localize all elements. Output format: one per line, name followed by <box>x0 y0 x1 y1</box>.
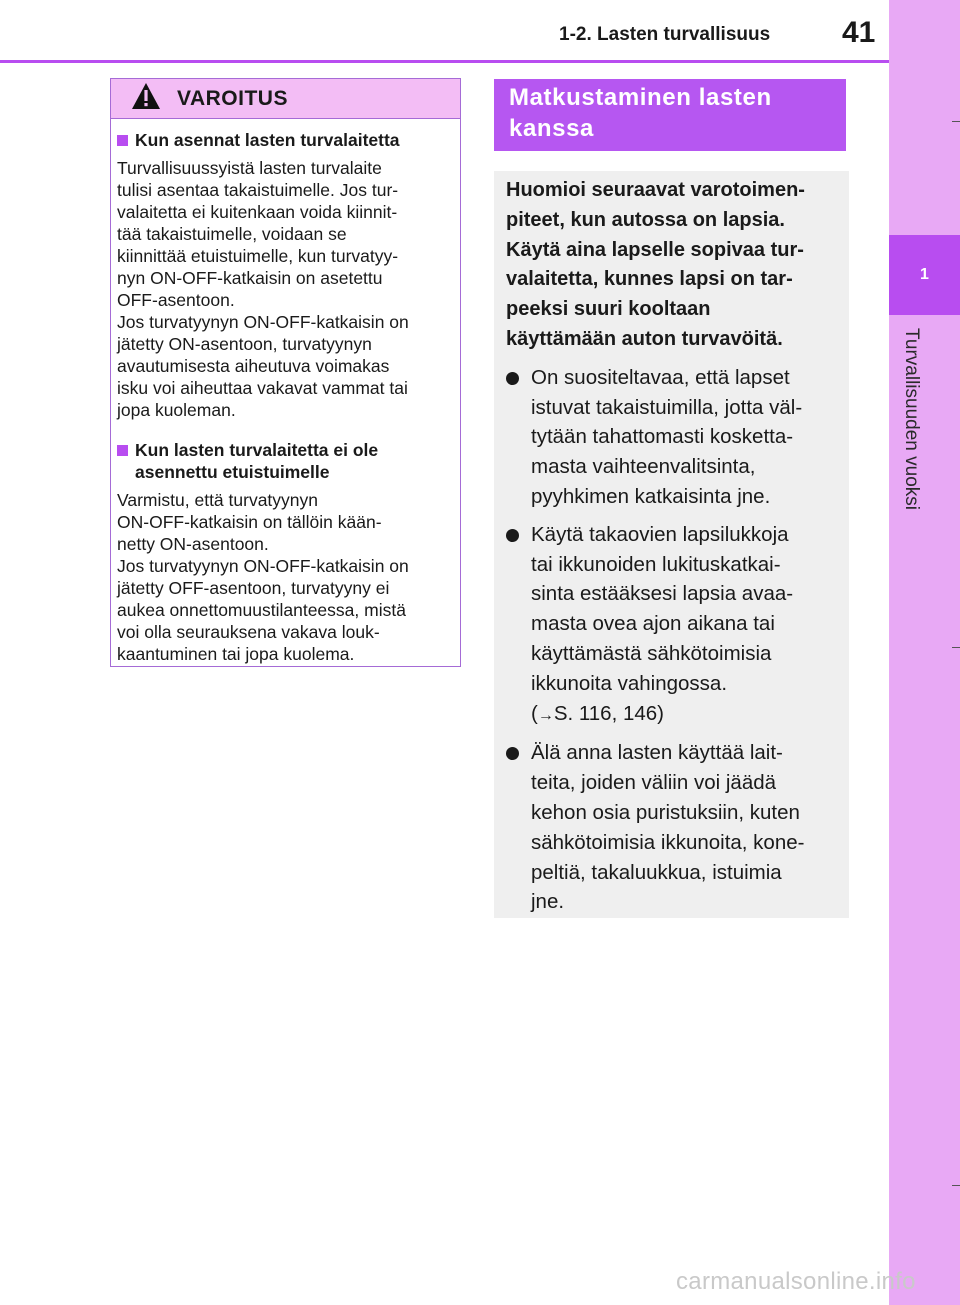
header-rule <box>0 60 889 63</box>
list-item <box>506 363 839 512</box>
square-bullet-icon <box>117 445 128 456</box>
right-arrow-icon: → <box>537 706 554 724</box>
side-tab-strip <box>889 0 960 1305</box>
page-number: 41 <box>842 16 876 49</box>
warning-paragraph: Turvallisuussyistä lasten turvalaite tulisi asentaa takaistuimelle. Jos tur- valaitetta ei kuitenkaan voida kiinnit- tää takaistuimelle, voidaan se kiinnittää etuistuimelle, kun turvatyy- nyn ON-OFF-katkaisin on asetettu OFF-asentoon. <box>117 158 399 310</box>
margin-tick <box>952 121 960 122</box>
list-item-text: Käytä takaovien lapsilukkoja tai ikkunoiden lukituskatkai- sinta estääksesi lapsia avaa- masta ovea ajon aikana tai käyttämästä sähkötoimisia ikkunoita vahingossa. (→S. 116, 146) <box>531 522 794 725</box>
section-title: 1-2. Lasten turvallisuus <box>559 24 771 45</box>
list-item <box>506 520 839 731</box>
warning-triangle-icon <box>131 82 161 115</box>
list-item <box>506 738 839 917</box>
warning-paragraph: Varmistu, että turvatyynyn ON-OFF-katkaisin on tällöin kään- netty ON-asentoon. <box>117 490 382 554</box>
bullet-dot-icon <box>506 372 519 385</box>
warning-body <box>111 119 460 665</box>
margin-tick <box>952 1185 960 1186</box>
warning-title: VAROITUS <box>177 86 288 110</box>
travel-section-heading: Matkustaminen lasten kanssa <box>494 79 846 151</box>
bullet-dot-icon <box>506 529 519 542</box>
watermark: carmanualsonline.info <box>676 1268 916 1295</box>
list-item-text: Älä anna lasten käyttää lait- teita, joiden väliin voi jäädä kehon osia puristuksiin, kuten sähkötoimisia ikkunoita, kone- peltiä, takaluukkua, istuimia jne. <box>531 741 805 914</box>
square-bullet-icon <box>117 135 128 146</box>
travel-info-panel <box>494 171 849 918</box>
chapter-number: 1 <box>920 266 929 283</box>
warning-header <box>111 79 460 119</box>
warning-subheading: Kun asennat lasten turvalaitetta <box>117 129 452 151</box>
warning-paragraph: Jos turvatyynyn ON-OFF-katkaisin on jätetty ON-asentoon, turvatyynyn avautumisesta aiheutuva voimakas isku voi aiheuttaa vakavat vammat tai jopa kuoleman. <box>117 312 409 420</box>
chapter-title: Turvallisuuden vuoksi <box>901 328 922 510</box>
page-reference-link[interactable]: S. 116, 146 <box>553 701 658 725</box>
warning-box <box>110 78 461 667</box>
travel-lead-text: Huomioi seuraavat varotoimen- piteet, kun autossa on lapsia. Käytä aina lapselle sopivaa tur- valaitetta, kunnes lapsi on tar- peeksi suuri kooltaan käyttämään auton turvavöitä. <box>506 179 805 350</box>
warning-paragraph: Jos turvatyynyn ON-OFF-katkaisin on jätetty OFF-asentoon, turvatyyny ei aukea onnettomuustilanteessa, mistä voi olla seurauksena vakava louk- kaantuminen tai jopa kuolema. <box>117 556 409 664</box>
list-item-text: On suositeltavaa, että lapset istuvat takaistuimilla, jotta väl- tytään tahattomasti kosketta- masta vaihteenvalitsinta, pyyhkimen katkaisinta jne. <box>531 365 803 508</box>
warning-subheading: Kun lasten turvalaitetta ei ole asennettu etuistuimelle <box>117 439 452 483</box>
chapter-number-tab[interactable] <box>889 235 960 315</box>
bullet-dot-icon <box>506 747 519 760</box>
margin-tick <box>952 647 960 648</box>
